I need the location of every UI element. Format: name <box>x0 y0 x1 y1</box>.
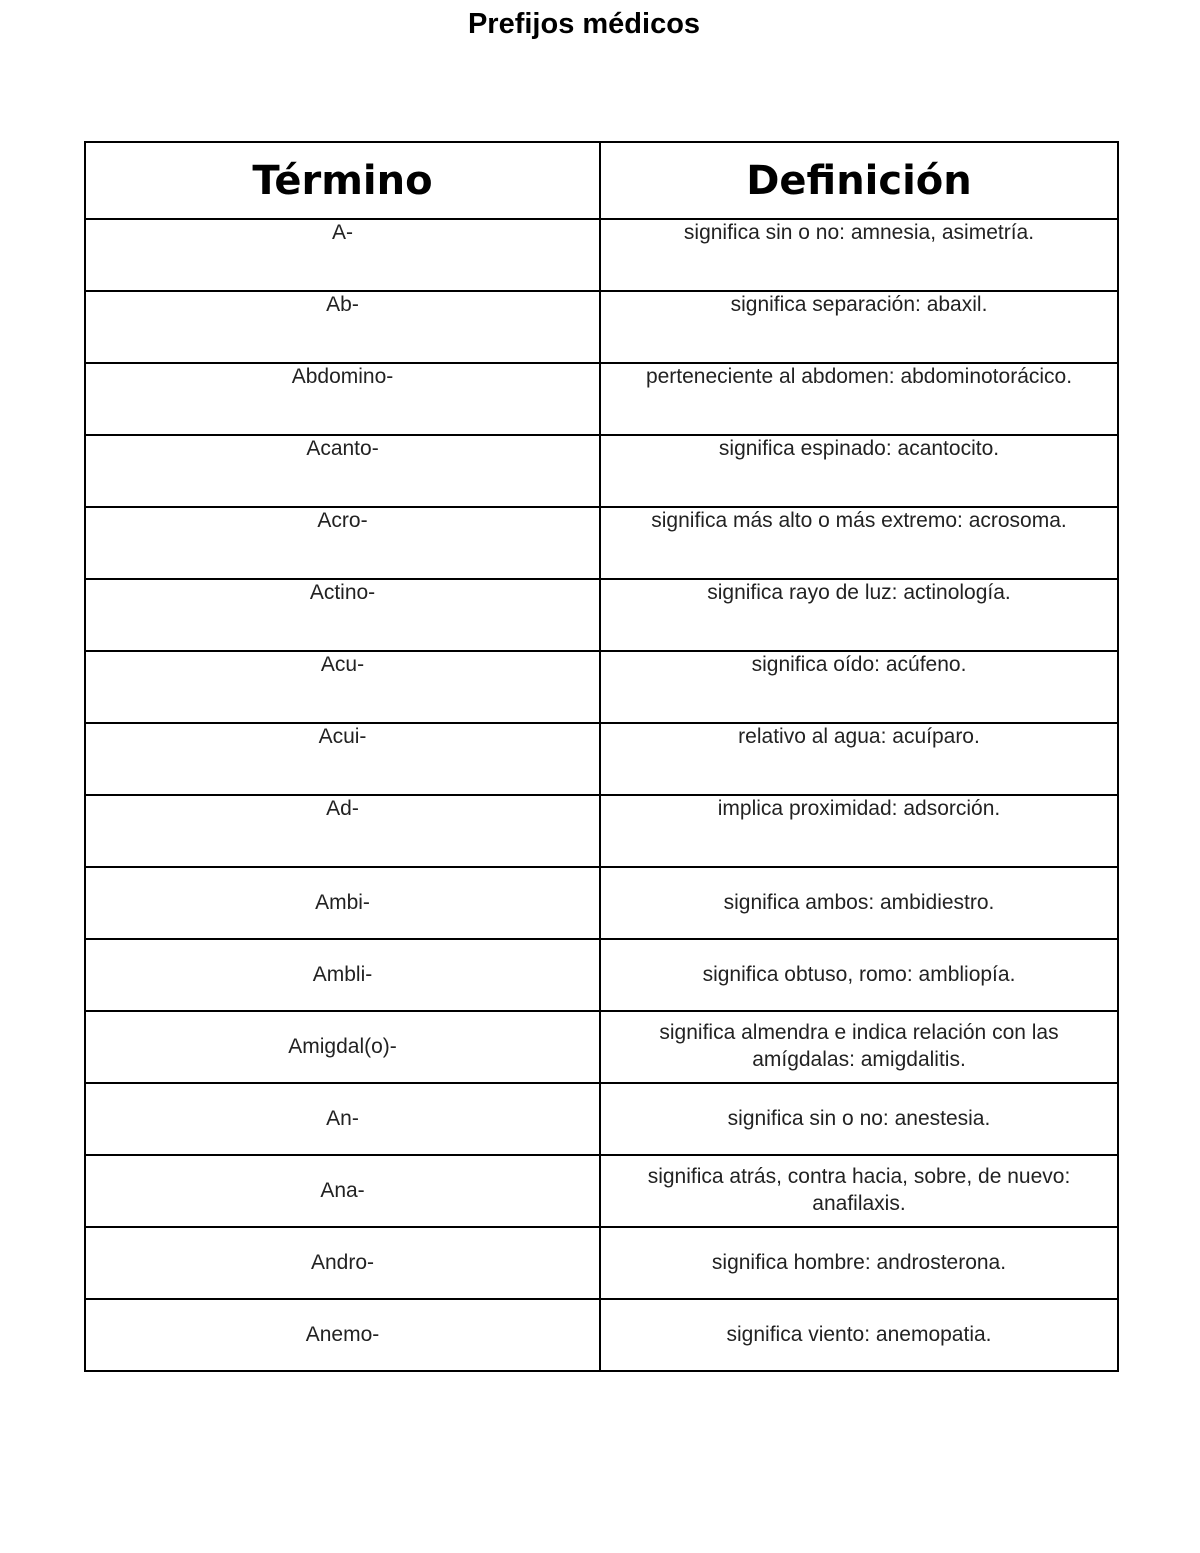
page-title: Prefijos médicos <box>467 8 701 40</box>
term-cell: Acanto- <box>85 435 600 507</box>
table-row <box>85 1011 1118 1083</box>
definition-cell: significa hombre: androsterona. <box>600 1227 1118 1299</box>
table-row <box>85 219 1118 291</box>
definition-cell: significa rayo de luz: actinología. <box>600 579 1118 651</box>
definition-cell: significa espinado: acantocito. <box>600 435 1118 507</box>
definition-cell: significa almendra e indica relación con las amígdalas: amigdalitis. <box>600 1011 1118 1083</box>
term-cell: Andro- <box>85 1227 600 1299</box>
term-cell: Ana- <box>85 1155 600 1227</box>
definition-cell: significa viento: anemopatia. <box>600 1299 1118 1371</box>
table-row <box>85 507 1118 579</box>
table-row <box>85 291 1118 363</box>
definition-cell: significa sin o no: anestesia. <box>600 1083 1118 1155</box>
term-cell: Acui- <box>85 723 600 795</box>
term-cell: Anemo- <box>85 1299 600 1371</box>
term-cell: Amigdal(o)- <box>85 1011 600 1083</box>
table-row <box>85 651 1118 723</box>
term-cell: Ab- <box>85 291 600 363</box>
definition-cell: significa separación: abaxil. <box>600 291 1118 363</box>
header-definition: Definición <box>600 142 1118 219</box>
term-cell: Ambli- <box>85 939 600 1011</box>
table-row <box>85 1227 1118 1299</box>
table-row <box>85 363 1118 435</box>
term-cell: A- <box>85 219 600 291</box>
table-row <box>85 867 1118 939</box>
prefix-table <box>84 141 1119 1372</box>
definition-cell: implica proximidad: adsorción. <box>600 795 1118 867</box>
term-cell: Actino- <box>85 579 600 651</box>
term-cell: Acu- <box>85 651 600 723</box>
table-header-row <box>85 142 1118 219</box>
definition-cell: significa sin o no: amnesia, asimetría. <box>600 219 1118 291</box>
table-row <box>85 1083 1118 1155</box>
term-cell: Ad- <box>85 795 600 867</box>
table-row <box>85 435 1118 507</box>
table-row <box>85 939 1118 1011</box>
definition-cell: significa obtuso, romo: ambliopía. <box>600 939 1118 1011</box>
term-cell: An- <box>85 1083 600 1155</box>
table-row <box>85 1155 1118 1227</box>
definition-cell: significa más alto o más extremo: acrosoma. <box>600 507 1118 579</box>
term-cell: Acro- <box>85 507 600 579</box>
header-term: Término <box>85 142 600 219</box>
table-row <box>85 1299 1118 1371</box>
term-cell: Ambi- <box>85 867 600 939</box>
definition-cell: significa oído: acúfeno. <box>600 651 1118 723</box>
definition-cell: perteneciente al abdomen: abdominotorácico. <box>600 363 1118 435</box>
definition-cell: significa atrás, contra hacia, sobre, de nuevo: anafilaxis. <box>600 1155 1118 1227</box>
term-cell: Abdomino- <box>85 363 600 435</box>
definition-cell: significa ambos: ambidiestro. <box>600 867 1118 939</box>
table-row <box>85 579 1118 651</box>
table-row <box>85 795 1118 867</box>
table-row <box>85 723 1118 795</box>
definition-cell: relativo al agua: acuíparo. <box>600 723 1118 795</box>
